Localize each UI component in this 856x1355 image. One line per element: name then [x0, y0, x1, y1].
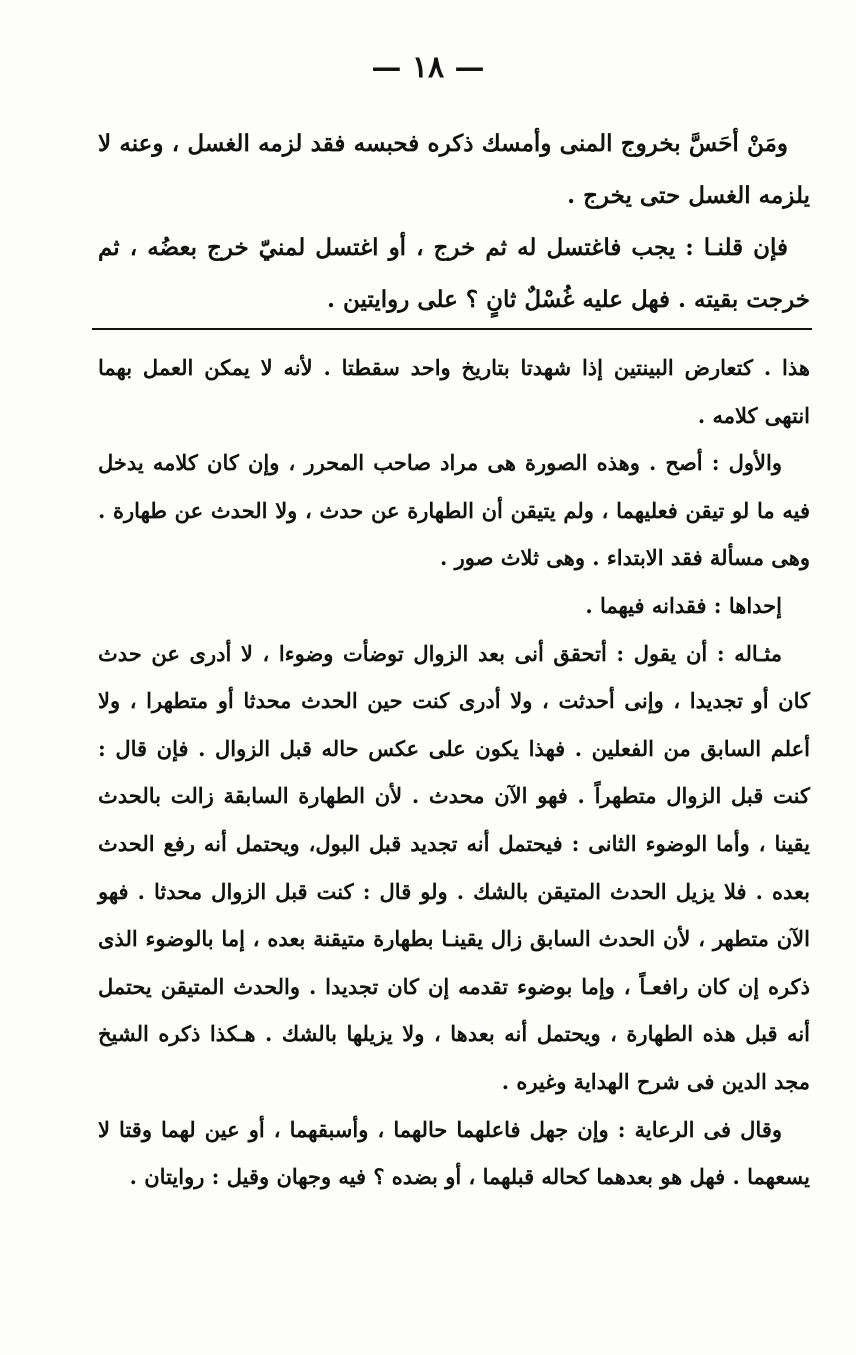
footnote-paragraph: وقال فى الرعاية : وإن جهل فاعلهما حالهما ، وأسبقهما ، أو عين لهما وقتا لا يسعهما . فهل هو بعدهما كحاله قبلهما ، أو بضده ؟ فيه وجهان وقيل : روايتان .	[98, 1116, 810, 1190]
footnote-paragraph: والأول : أصح . وهذه الصورة هى مراد صاحب المحرر ، وإن كان كلامه يدخل فيه ما لو تيقن فعليهما ، ولم يتيقن أن الطهارة عن حدث ، ولا الحدث عن طهارة . وهى مسألة فقد الابتداء . وهى ثلاث صور .	[98, 450, 810, 571]
main-paragraph: فإن قلنـا : يجب فاغتسل له ثم خرج ، أو اغتسل لمنيّ خرج بعضُه ، ثم خرجت بقيته . فهل عليه غُسْلٌ ثانٍ ؟ على روايتين .	[98, 234, 810, 313]
footnote-paragraph: إحداها : فقدانه فيهما .	[585, 592, 782, 618]
main-text-block	[98, 118, 810, 326]
footnote-divider	[92, 328, 812, 330]
main-paragraph: ومَنْ أحَسَّ بخروج المنى وأمسك ذكره فحبسه فقد لزمه الغسل ، وعنه لا يلزمه الغسل حتى يخرج .	[98, 130, 810, 209]
footnote-paragraph: هذا . كتعارض البينتين إذا شهدتا بتاريخ واحد سقطتا . لأنه لا يمكن العمل بهما انتهى كلامه .	[98, 355, 810, 428]
footnote-paragraph: مثـاله : أن يقول : أتحقق أنى بعد الزوال توضأت وضوءا ، لا أدرى عن حدث كان أو تجديدا ، وإنى أحدثت ، ولا أدرى كنت حين الحدث محدثا أو متطهرا ، ولا أعلم السابق من الفعلين . فهذا يكون على عكس حاله قبل الزوال . فإن قال : كنت قبل الزوال متطهراً . فهو الآن محدث . لأن الطهارة السابقة زالت بالحدث يقينا ، وأما الوضوء الثانى : فيحتمل أنه تجديد قبل البول، ويحتمل أنه رفع الحدث بعده . فلا يزيل الحدث المتيقن بالشك . ولو قال : كنت قبل الزوال محدثا . فهو الآن متطهر ، لأن الحدث السابق زال يقينـا بطهارة متيقنة بعده ، إما بالوضوء الذى ذكره إن كان رافعـاً ، وإما بوضوء تقدمه إن كان تجديدا . والحدث المتيقن يحتمل أنه قبل هذه الطهارة ، ويحتمل أنه بعدها ، ولا يزيلها بالشك . هـكذا ذكره الشيخ مجد الدين فى شرح الهداية وغيره .	[98, 640, 810, 1094]
page-number: — ١٨ —	[371, 50, 485, 85]
footnote-block	[98, 344, 810, 1201]
